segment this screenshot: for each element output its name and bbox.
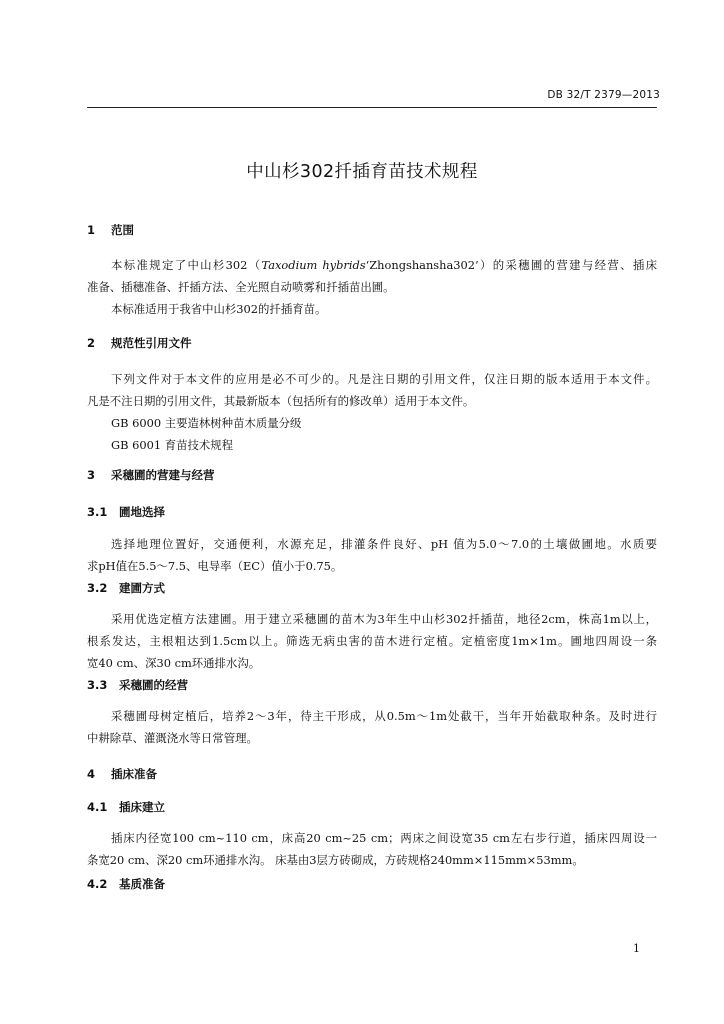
- doc-number: DB 32/T 2379—2013: [547, 89, 660, 101]
- reference-title: 育苗技术规程: [164, 438, 234, 452]
- section-3-3-heading: [87, 677, 188, 693]
- normative-reference: [87, 412, 657, 434]
- page-number: 1: [633, 942, 640, 955]
- section-4-heading: [87, 766, 157, 782]
- section-3-1-heading: [87, 504, 165, 520]
- paragraph-line: 求pH值在5.5～7.5、电导率（EC）值小于0.75。: [87, 559, 343, 573]
- section-title: 采穗圃的营建与经营: [111, 468, 215, 482]
- paragraph-line: 采用优选定植方法建圃。用于建立采穗圃的苗木为3年生中山杉302扦插苗，地径2cm，株高1m以上，: [111, 612, 657, 626]
- section-3-1-body: [87, 533, 657, 577]
- section-title: 圃地选择: [119, 505, 166, 519]
- paragraph-line: 中耕除草、灌溉浇水等日常管理。: [87, 731, 258, 745]
- paragraph-line: 选择地理位置好，交通便利，水源充足，排灌条件良好、pH 值为5.0～7.0的土壤做圃地。水质要: [111, 537, 657, 551]
- section-number: 3.3: [87, 678, 108, 692]
- paragraph-line: 插床内径宽100 cm~110 cm，床高20 cm~25 cm；两床之间设宽35 cm左右步行道，插床四周设一: [111, 831, 657, 845]
- section-title: 建圃方式: [119, 581, 166, 595]
- section-2-heading: [87, 335, 192, 351]
- section-4-1-body: [87, 827, 657, 871]
- section-3-2-body: [87, 608, 657, 674]
- normative-reference: [87, 434, 657, 456]
- section-4-1-heading: [87, 799, 165, 815]
- section-3-2-heading: [87, 580, 165, 596]
- section-title: 插床建立: [119, 800, 166, 814]
- paragraph-line: 宽40 cm、深30 cm环通排水沟。: [87, 656, 261, 670]
- reference-code: GB 6001: [111, 438, 162, 452]
- section-number: 3: [87, 468, 96, 482]
- paragraph-line: 根系发达，主根粗达到1.5cm以上。筛选无病虫害的苗木进行定植。定植密度1m×1m。圃地四周设一条: [87, 634, 657, 648]
- reference-title: 主要造林树种苗木质量分级: [164, 416, 302, 430]
- section-1-body: [87, 254, 657, 320]
- section-1-heading: [87, 222, 134, 238]
- section-number: 1: [87, 223, 96, 237]
- section-title: 插床准备: [111, 767, 158, 781]
- section-2-body: [87, 368, 657, 456]
- reference-code: GB 6000: [111, 416, 162, 430]
- text-run: 本标准规定了中山杉302（: [111, 258, 262, 272]
- text-run: ‘Zhongshansha302’）的采穗圃的营建与经营、插床: [365, 258, 657, 272]
- section-title: 采穗圃的经营: [119, 678, 189, 692]
- section-number: 3.1: [87, 505, 108, 519]
- latin-name: Taxodium hybrids: [261, 258, 366, 272]
- section-title: 范围: [111, 223, 135, 237]
- paragraph-line: 下列文件对于本文件的应用是必不可少的。凡是注日期的引用文件，仅注日期的版本适用于本文件。: [111, 372, 657, 386]
- paragraph-line: 条宽20 cm、深20 cm环通排水沟。 床基由3层方砖砌成，方砖规格240mm×115mm×53mm。: [87, 853, 584, 867]
- section-number: 3.2: [87, 581, 108, 595]
- section-number: 4.2: [87, 877, 108, 891]
- paragraph-line: [87, 254, 657, 276]
- header-rule: [87, 107, 657, 108]
- section-title: 基质准备: [119, 877, 166, 891]
- paragraph-line: 本标准适用于我省中山杉302的扦插育苗。: [111, 302, 327, 316]
- document-title: 中山杉302扦插育苗技术规程: [246, 162, 478, 182]
- section-number: 4.1: [87, 800, 108, 814]
- paragraph-line: 采穗圃母树定植后，培养2～3年，待主干形成，从0.5m～1m处截干，当年开始截取种条。及时进行: [111, 709, 657, 723]
- section-4-2-heading: [87, 876, 165, 892]
- section-title: 规范性引用文件: [111, 336, 192, 350]
- section-number: 4: [87, 767, 96, 781]
- paragraph-line: 凡是不注日期的引用文件，其最新版本（包括所有的修改单）适用于本文件。: [87, 394, 475, 408]
- paragraph-line: 准备、插穗准备、扦插方法、全光照自动喷雾和扦插苗出圃。: [87, 280, 395, 294]
- section-3-heading: [87, 467, 215, 483]
- section-3-3-body: [87, 705, 657, 749]
- section-number: 2: [87, 336, 96, 350]
